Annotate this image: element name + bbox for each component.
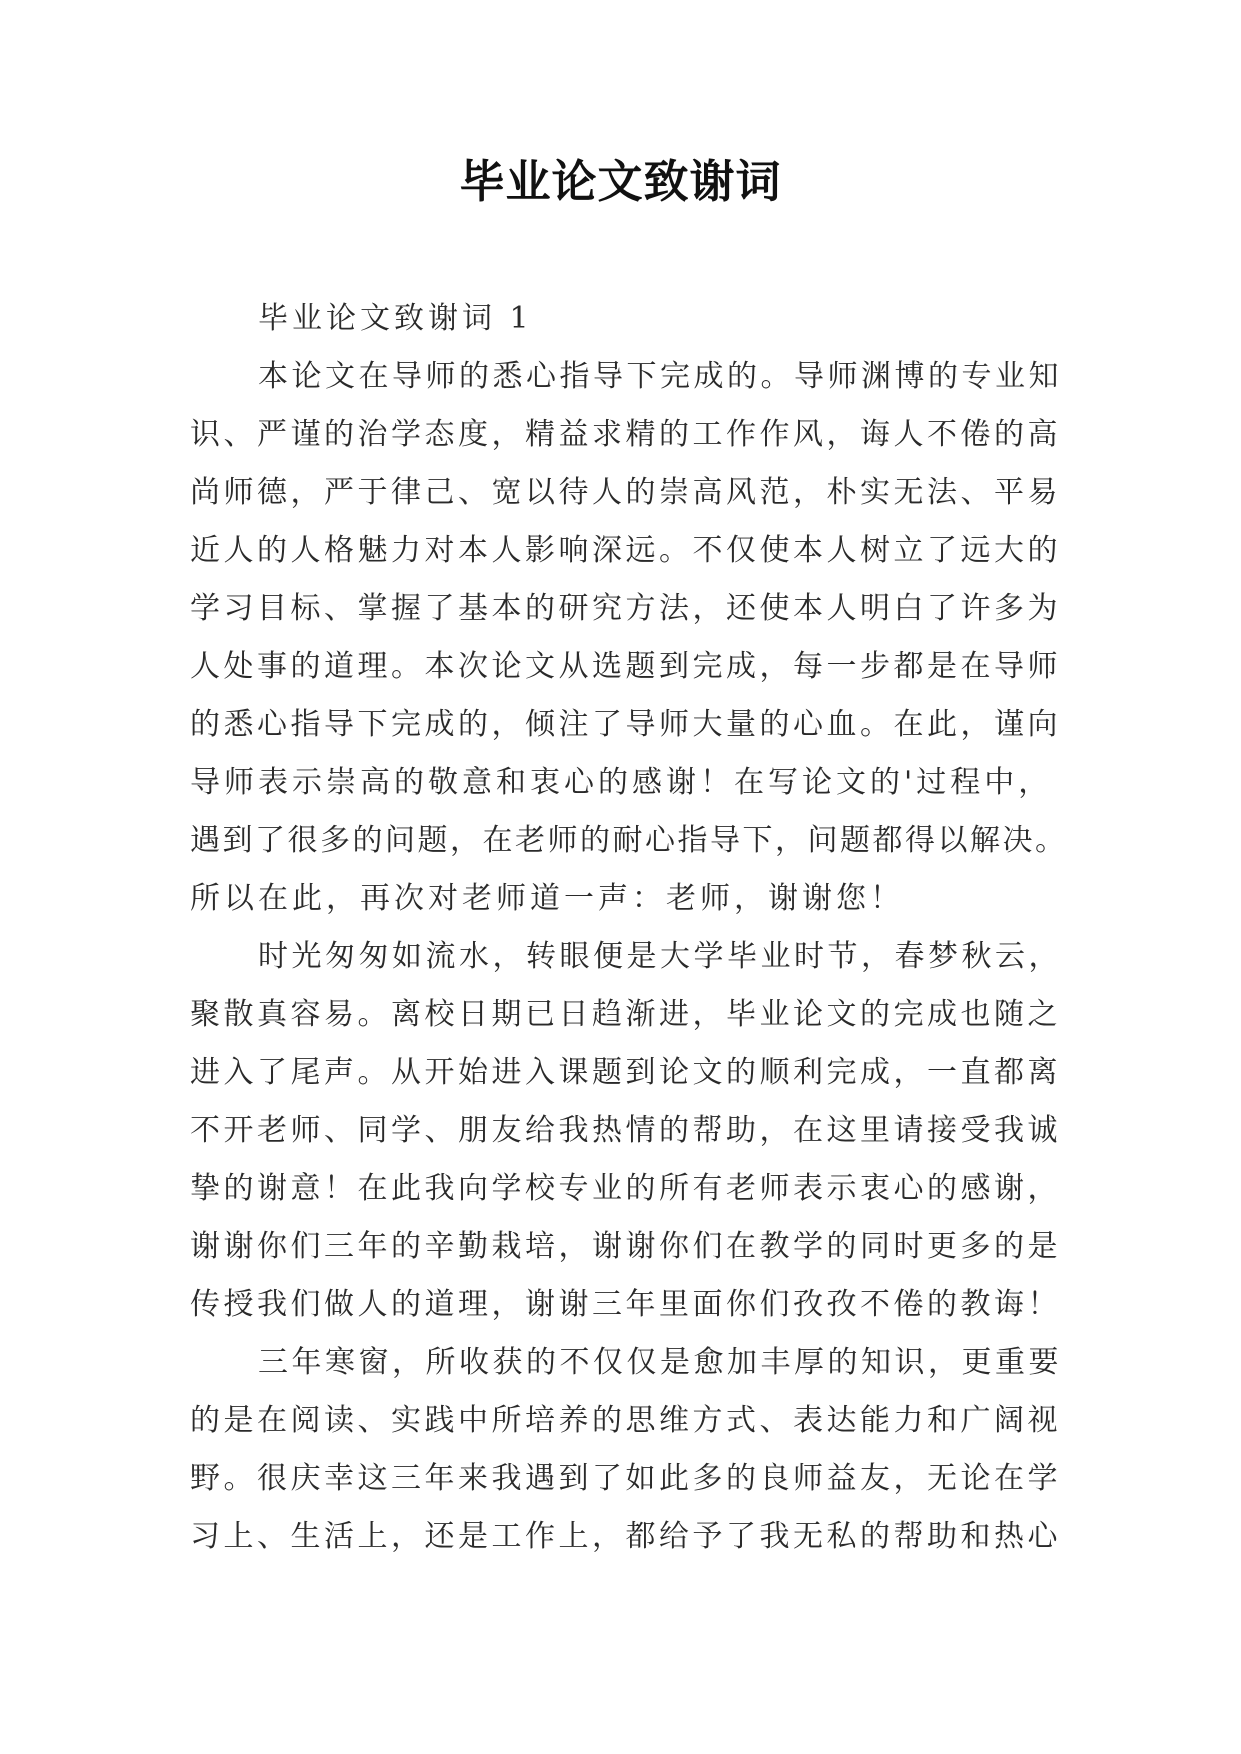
body-line: 的是在阅读、实践中所培养的思维方式、表达能力和广阔视 — [190, 1403, 1061, 1438]
body-line: 导师表示崇高的敬意和衷心的感谢！在写论文的'过程中， — [190, 765, 1053, 800]
body-line: 学习目标、掌握了基本的研究方法，还使本人明白了许多为 — [190, 591, 1061, 626]
body-line: 挚的谢意！在此我向学校专业的所有老师表示衷心的感谢， — [190, 1171, 1061, 1206]
body-line: 人处事的道理。本次论文从选题到完成，每一步都是在导师 — [190, 649, 1061, 684]
body-line: 习上、生活上，还是工作上，都给予了我无私的帮助和热心 — [190, 1519, 1061, 1554]
body-line: 三年寒窗，所收获的不仅仅是愈加丰厚的知识，更重要 — [258, 1345, 1062, 1380]
body-line: 传授我们做人的道理，谢谢三年里面你们孜孜不倦的教诲！ — [190, 1287, 1061, 1322]
body-line: 不开老师、同学、朋友给我热情的帮助，在这里请接受我诚 — [190, 1113, 1061, 1148]
body-line: 识、严谨的治学态度，精益求精的工作作风，诲人不倦的高 — [190, 417, 1061, 452]
body-line: 近人的人格魅力对本人影响深远。不仅使本人树立了远大的 — [190, 533, 1061, 568]
document-body — [190, 290, 1070, 1566]
body-line: 尚师德，严于律己、宽以待人的崇高风范，朴实无法、平易 — [190, 475, 1061, 510]
body-line: 本论文在导师的悉心指导下完成的。导师渊博的专业知 — [258, 359, 1062, 394]
body-line: 毕业论文致谢词 1 — [258, 301, 533, 336]
body-line: 时光匆匆如流水，转眼便是大学毕业时节，春梦秋云， — [258, 939, 1062, 974]
body-line: 聚散真容易。离校日期已日趋渐进，毕业论文的完成也随之 — [190, 997, 1061, 1032]
document-title: 毕业论文致谢词 — [459, 155, 782, 208]
body-line: 谢谢你们三年的辛勤栽培，谢谢你们在教学的同时更多的是 — [190, 1229, 1061, 1264]
body-line: 的悉心指导下完成的，倾注了导师大量的心血。在此，谨向 — [190, 707, 1061, 742]
body-line: 野。很庆幸这三年来我遇到了如此多的良师益友，无论在学 — [190, 1461, 1061, 1496]
body-line: 遇到了很多的问题，在老师的耐心指导下，问题都得以解决。 — [190, 823, 1068, 858]
body-line: 所以在此，再次对老师道一声：老师，谢谢您！ — [190, 881, 904, 916]
body-line: 进入了尾声。从开始进入课题到论文的顺利完成，一直都离 — [190, 1055, 1061, 1090]
